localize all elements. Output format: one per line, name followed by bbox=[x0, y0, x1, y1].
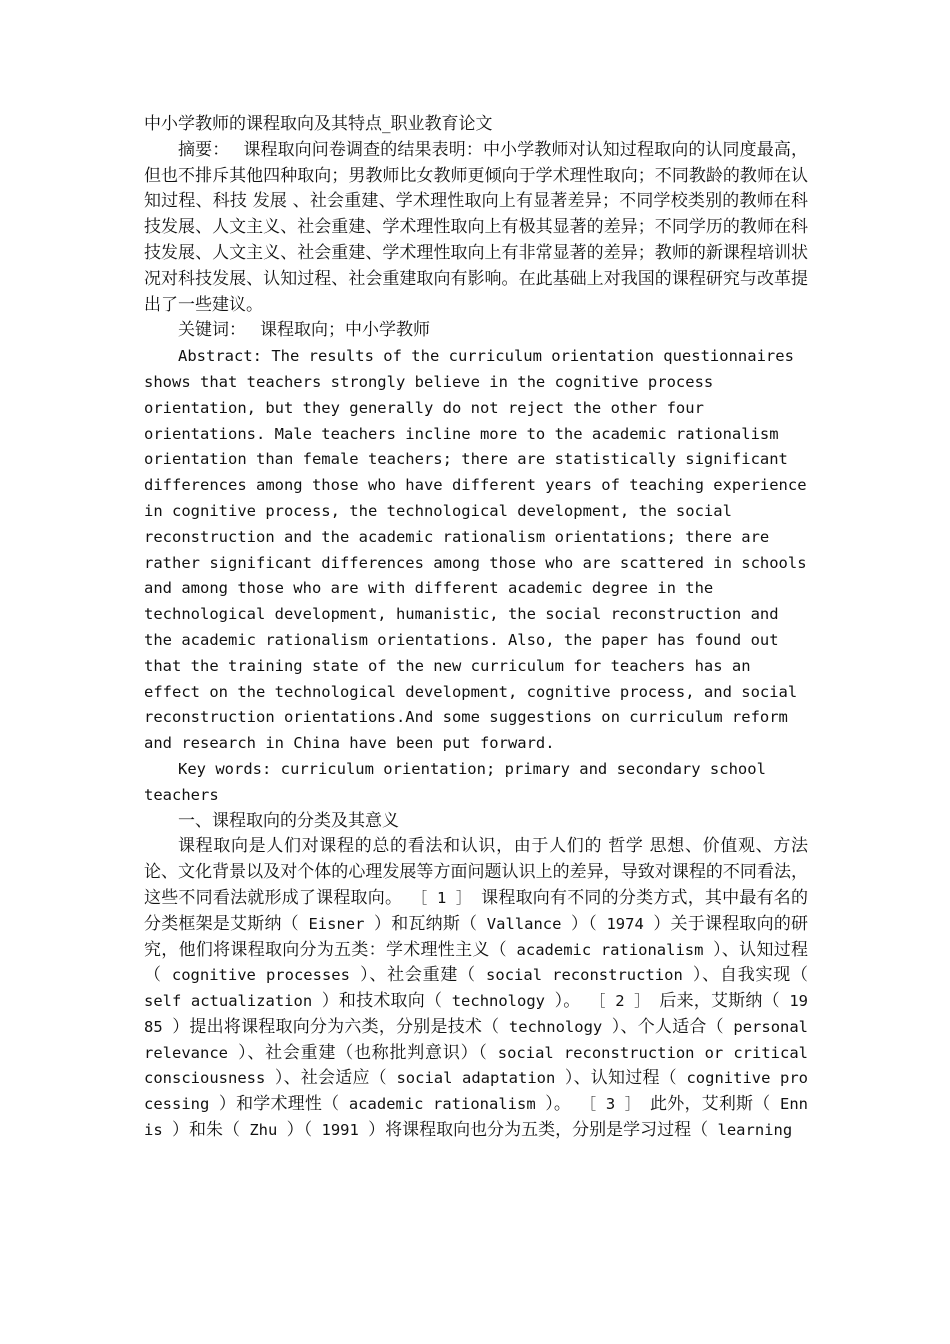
body-text: ）、社会重建（ bbox=[360, 965, 476, 986]
body-text: ）（ bbox=[286, 1120, 313, 1141]
term: cognitive processes bbox=[161, 966, 361, 985]
term: cognitive processing bbox=[144, 1069, 808, 1114]
term: academic rationalism bbox=[506, 940, 714, 959]
term: social reconstruction or critical consciousness bbox=[144, 1043, 808, 1088]
term: 1991 bbox=[312, 1121, 369, 1140]
citation-ref: ［ 2 ］ bbox=[580, 992, 660, 1011]
body-text: ）、个人适合（ bbox=[611, 1016, 724, 1037]
body-text: ）、认知过程（ bbox=[144, 939, 809, 986]
abstract-text: 课程取向问卷调查的结果表明：中小学教师对认知过程取向的认同度最高，但也不排斥其他四种取向；男教师比女教师更倾向于学术理性取向；不同教龄的教师在认知过程、科技 发展 、社会重建、学术理性取向上有显著差异；不同学校类别的教师在科技发展、人文主义、社会重建、学术理性取向上有极其显著的差异；不同学历的教师在科技发展、人文主义、社会重建、学术理性取向上有非常显著的差异；教师的新课程培训状况对科技发展、认知过程、社会重建取向有影响。在此基础上对我国的课程研究与改革提出了一些建议。 bbox=[144, 139, 808, 315]
body-text: ）。 bbox=[545, 1094, 572, 1115]
body-text: ）、社会重建（也称批判意识）（ bbox=[238, 1042, 488, 1063]
abstract-label: 摘要： bbox=[178, 139, 230, 160]
citation-ref: ［ 3 ］ bbox=[571, 1095, 651, 1114]
keywords-label: 关键词： bbox=[178, 320, 246, 341]
section-heading: 一、课程取向的分类及其意义 bbox=[178, 810, 399, 831]
term: technology bbox=[442, 992, 555, 1011]
term: Ennis bbox=[144, 1095, 809, 1140]
term: learning bbox=[708, 1121, 793, 1140]
term: Zhu bbox=[240, 1121, 287, 1140]
body-text: 后来，艾斯纳（ bbox=[659, 991, 780, 1012]
body-text: ）提出将课程取向分为六类，分别是技术（ bbox=[172, 1016, 500, 1037]
term: 1974 bbox=[596, 914, 654, 933]
term: self actualization bbox=[144, 992, 322, 1011]
term: Eisner bbox=[298, 914, 374, 933]
keywords-paragraph bbox=[144, 318, 808, 344]
term: academic rationalism bbox=[339, 1095, 546, 1114]
body-text: ）、自我实现（ bbox=[692, 965, 809, 986]
term: social adaptation bbox=[386, 1069, 565, 1088]
body-text: ）和学术理性（ bbox=[218, 1094, 340, 1115]
body-text: 课程取向是人们对课程的总的看法和认识，由于人们的 哲学 思想、价值观、方法论、文化背景以及对个体的心理发展等方面问题认识上的差异，导致对课程的不同看法，这些不同看法就形成了课程取向。 bbox=[144, 836, 808, 908]
term: social reconstruction bbox=[475, 966, 693, 985]
term: 1985 bbox=[144, 992, 809, 1036]
body-text: ）（ bbox=[571, 913, 597, 934]
body-text: ）关于课程取向的研究，他们将课程取向分为五类：学术理性主义（ bbox=[144, 913, 809, 960]
body-text: ）。 bbox=[554, 991, 581, 1012]
abstract-paragraph bbox=[144, 138, 808, 319]
citation-ref: ［ 1 ］ bbox=[402, 888, 482, 907]
body-text: ）和瓦纳斯（ bbox=[373, 913, 478, 934]
keywords-english: Key words: curriculum orientation; primary and secondary school teachers bbox=[144, 759, 766, 804]
body-text: ）、认知过程（ bbox=[564, 1068, 677, 1089]
abstract-english: Abstract: The results of the curriculum orientation questionnaires shows that teachers strongly believe in the cognitive process orientation, but they generally do not reject the other four orientations. Male teachers incline more to the academic rationalism orientation than female teachers; there are statistically significant differences among those who have different years of teaching experience in cognitive process, the technological development, the social reconstruction and the academic rationalism orientations; there are rather significant differences among those who are scattered in schools and among those who are with different academic degree in the technological development, humanistic, the social reconstruction and the academic rationalism orientations. Also, the paper has found out that the training state of the new curriculum for teachers has an effect on the technological development, cognitive process, and social reconstruction orientations.And some suggestions on curriculum reform and research in China have been put forward. bbox=[144, 347, 807, 753]
document-title: 中小学教师的课程取向及其特点_职业教育论文 bbox=[144, 114, 493, 134]
body-text: 课程取向有不同的分类方式，其中最有名的分类框架是艾斯纳（ bbox=[144, 887, 808, 934]
section-body-paragraph bbox=[144, 834, 808, 1144]
term: Vallance bbox=[477, 914, 571, 933]
document-page bbox=[144, 112, 808, 1144]
keywords-text: 课程取向；中小学教师 bbox=[260, 320, 430, 341]
body-text: ）将课程取向也分为五类，分别是学习过程（ bbox=[368, 1120, 709, 1141]
body-text: ）、社会适应（ bbox=[274, 1068, 387, 1089]
body-text: 此外，艾利斯（ bbox=[650, 1094, 771, 1115]
body-text: ）和朱（ bbox=[172, 1120, 240, 1141]
term: technology bbox=[499, 1017, 612, 1036]
body-text: ）和技术取向（ bbox=[321, 991, 443, 1012]
term: personal relevance bbox=[144, 1017, 809, 1062]
